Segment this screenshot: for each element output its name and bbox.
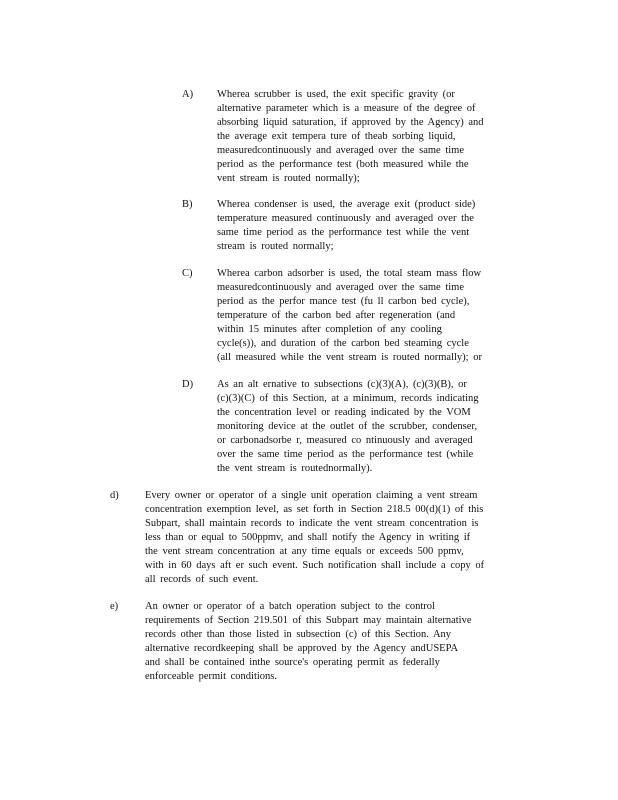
text-line: measuredcontinuously and averaged over the same time: [217, 145, 464, 156]
subsection-label: B): [182, 199, 193, 210]
text-line: alternative recordkeeping shall be approved by the Agency andUSEPA: [145, 643, 459, 654]
text-line: over the same time period as the performance test (while: [217, 449, 474, 460]
text-line: vent stream is routed normally);: [217, 173, 360, 184]
text-line: Subpart, shall maintain records to indicate the vent stream concentration is: [145, 518, 479, 529]
text-line: temperature of the carbon bed after regeneration (and: [217, 310, 456, 321]
text-line: less than or equal to 500ppmv, and shall notify the Agency in writing if: [145, 532, 471, 543]
text-line: stream is routed normally;: [217, 241, 334, 252]
text-line: same time period as the performance test while the vent: [217, 227, 470, 238]
text-line: the average exit tempera ture of theab sorbing liquid,: [217, 131, 456, 142]
text-line: period as the performance test (both measured while the: [217, 159, 469, 170]
text-line: or carbonadsorbe r, measured co ntinuously and averaged: [217, 435, 473, 446]
subsection-text: [217, 198, 475, 254]
subsection-text: [217, 267, 482, 365]
text-line: As an alt ernative to subsections (c)(3)(A), (c)(3)(B), or: [217, 379, 467, 390]
text-line: absorbing liquid saturation, if approved by the Agency) and: [217, 117, 484, 128]
text-line: all records of such event.: [145, 574, 259, 585]
text-line: monitoring device at the outlet of the scrubber, condenser,: [217, 421, 478, 432]
subsection-label: C): [182, 268, 193, 279]
subsection-label: A): [182, 89, 194, 100]
section-label: d): [110, 490, 119, 501]
text-line: Wherea scrubber is used, the exit specific gravity (or: [217, 89, 455, 100]
text-line: records other than those listed in subsection (c) of this Section. Any: [145, 629, 452, 640]
text-line: period as the perfor mance test (fu ll carbon bed cycle),: [217, 296, 470, 307]
text-line: measuredcontinuously and averaged over the same time: [217, 282, 464, 293]
text-line: within 15 minutes after completion of any cooling: [217, 324, 442, 335]
subsection-text: [217, 88, 483, 186]
text-line: Wherea condenser is used, the average exit (product side): [217, 199, 476, 210]
text-line: (c)(3)(C) of this Section, at a minimum, records indicating: [217, 393, 479, 404]
text-line: cycle(s)), and duration of the carbon bed steaming cycle: [217, 338, 469, 349]
section-text: [145, 600, 472, 684]
text-line: Every owner or operator of a single unit operation claiming a vent stream: [145, 490, 478, 501]
text-line: requirements of Section 219.501 of this Subpart may maintain alternative: [145, 615, 472, 626]
text-line: enforceable permit conditions.: [145, 671, 277, 682]
text-line: the vent stream is routednormally).: [217, 463, 373, 474]
text-line: the concentration level or reading indicated by the VOM: [217, 407, 471, 418]
text-line: with in 60 days aft er such event. Such notification shall include a copy of: [145, 560, 485, 571]
text-line: concentration exemption level, as set forth in Section 218.5 00(d)(1) of this: [145, 504, 484, 515]
text-line: Wherea carbon adsorber is used, the total steam mass flow: [217, 268, 482, 279]
text-line: the vent stream concentration at any time equals or exceeds 500 ppmv,: [145, 546, 464, 557]
section-text: [145, 489, 484, 587]
section-label: e): [110, 601, 119, 612]
subsection-label: D): [182, 379, 194, 390]
text-line: An owner or operator of a batch operation subject to the control: [145, 601, 435, 612]
text-line: alternative parameter which is a measure of the degree of: [217, 103, 476, 114]
text-line: and shall be contained inthe source's operating permit as federally: [145, 657, 440, 668]
text-line: (all measured while the vent stream is routed normally); or: [217, 352, 482, 363]
subsection-text: [217, 378, 479, 476]
text-line: temperature measured continuously and averaged over the: [217, 213, 474, 224]
